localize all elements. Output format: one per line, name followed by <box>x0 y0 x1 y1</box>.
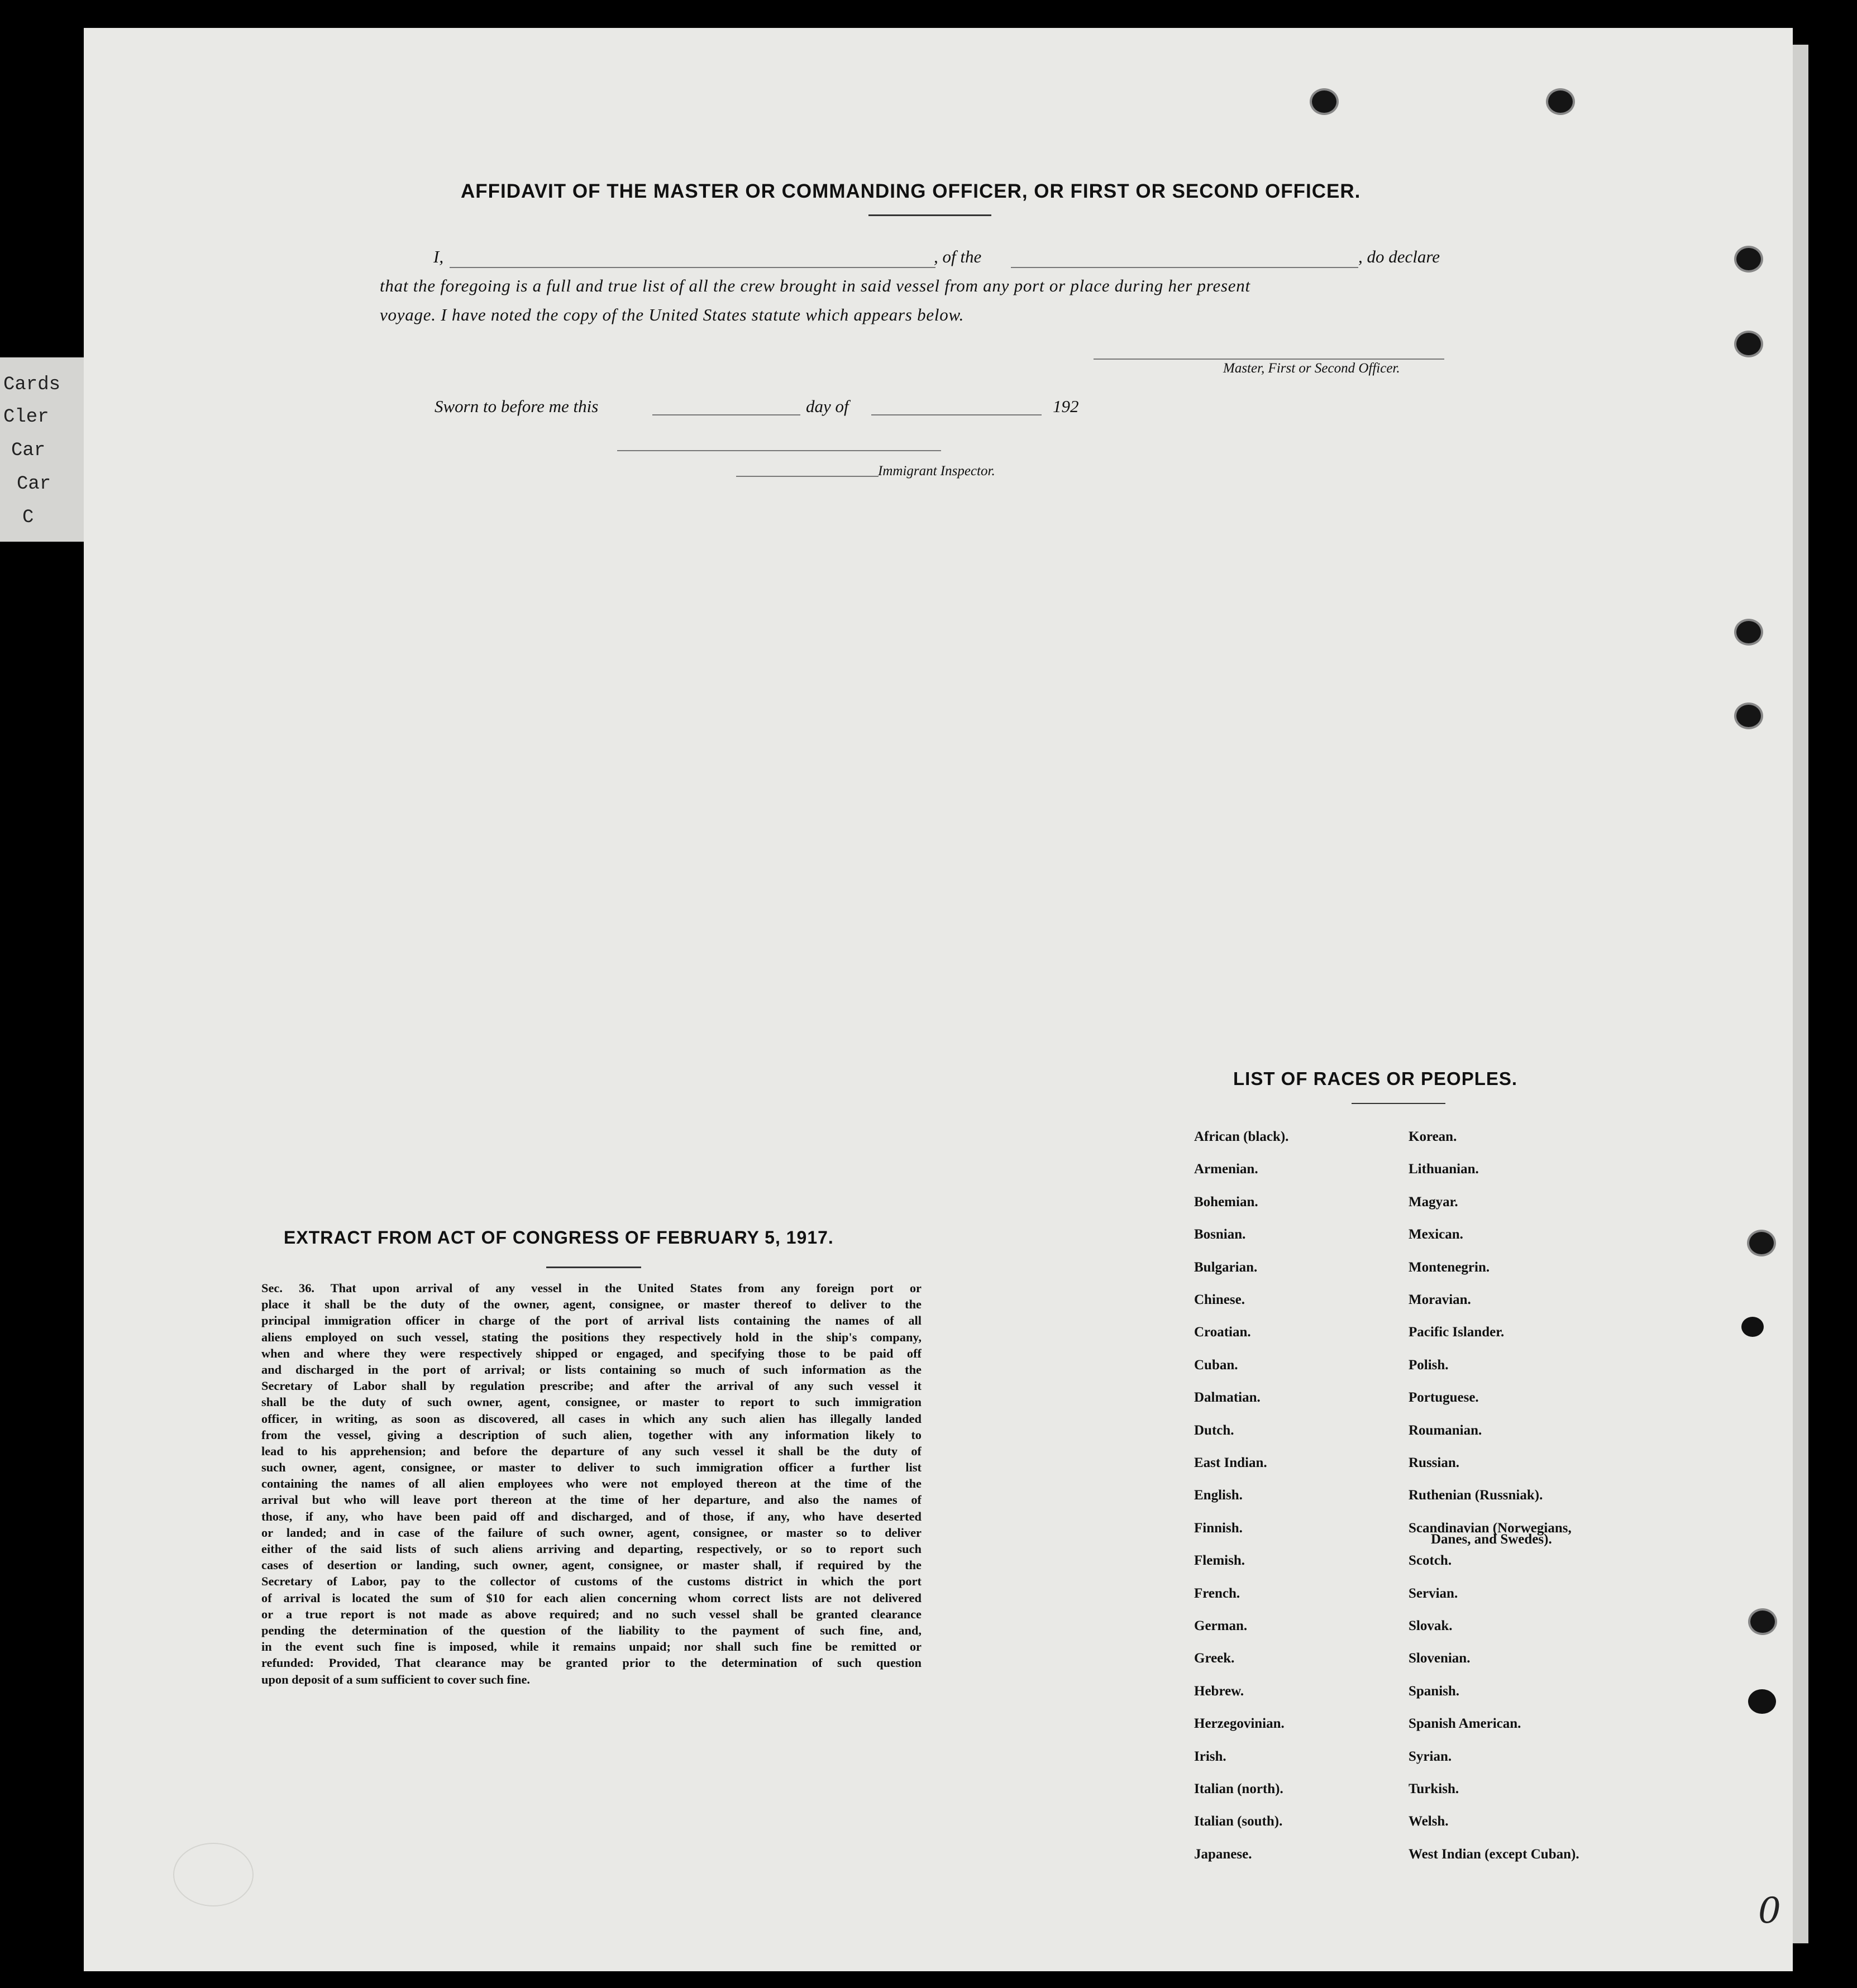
clip-tab-text: Car <box>11 440 46 461</box>
signature-blank-line <box>1094 359 1444 360</box>
inspector-blank-line <box>736 476 879 477</box>
race-item: Scotch. <box>1409 1553 1452 1569</box>
clipped-cards <box>0 357 84 542</box>
race-item: East Indian. <box>1194 1455 1267 1470</box>
clip-tab-text: C <box>22 507 34 528</box>
extract-line: place it shall be the duty of the owner, agent, consignee, or master thereof to deliver to the <box>261 1297 922 1312</box>
inspector-label: Immigrant Inspector. <box>878 463 995 479</box>
affidavit-declare: , do declare <box>1358 247 1440 266</box>
punch-hole <box>1546 88 1575 115</box>
extract-line: such owner, agent, consignee, or master to deliver to such immigration officer a further list <box>261 1460 922 1475</box>
extract-line: either of the said lists of such aliens arriving and departing, respectively, or so to report such <box>261 1542 922 1556</box>
year-prefix: 192 <box>1053 396 1079 416</box>
race-item: Croatian. <box>1194 1325 1251 1340</box>
race-item: African (black). <box>1194 1129 1289 1144</box>
extract-line: containing the names of all alien employees who were not employed thereon at the time of the <box>261 1476 922 1491</box>
race-item: Welsh. <box>1409 1814 1449 1829</box>
extract-line: shall be the duty of such owner, agent, consignee, or master to report to such immigration <box>261 1395 922 1409</box>
punch-hole <box>1734 619 1763 646</box>
race-item: Russian. <box>1409 1455 1460 1470</box>
affidavit-title: AFFIDAVIT OF THE MASTER OR COMMANDING OFFICER, OR FIRST OR SECOND OFFICER. <box>461 180 1361 202</box>
race-item: Roumanian. <box>1409 1422 1482 1438</box>
race-item: Slovak. <box>1409 1618 1453 1633</box>
race-item: Syrian. <box>1409 1748 1452 1764</box>
clip-tab-text: Cards <box>3 374 61 395</box>
race-item: Japanese. <box>1194 1846 1252 1862</box>
race-item: Greek. <box>1194 1651 1235 1666</box>
affidavit-of-the: , of the <box>934 247 982 266</box>
race-item: Bulgarian. <box>1194 1259 1258 1275</box>
extract-line: pending the determination of the question of the liability to the payment of such fine, and, <box>261 1623 922 1637</box>
punch-hole <box>1748 1689 1776 1714</box>
signature-label: Master, First or Second Officer. <box>1223 361 1400 376</box>
page-edge <box>1793 45 1808 1943</box>
extract-text <box>261 1280 922 1688</box>
extract-title-underline <box>546 1267 641 1268</box>
race-item: French. <box>1194 1585 1240 1601</box>
day-blank-line <box>652 414 800 415</box>
extract-title: EXTRACT FROM ACT OF CONGRESS OF FEBRUARY 5, 1917. <box>284 1227 834 1248</box>
races-title: LIST OF RACES OR PEOPLES. <box>1233 1068 1518 1089</box>
race-item: Finnish. <box>1194 1520 1243 1536</box>
extract-line: arrival but who will leave port thereon at the time of her departure, and also the names of <box>261 1493 922 1507</box>
race-item: Korean. <box>1409 1129 1457 1144</box>
race-item: Flemish. <box>1194 1553 1245 1569</box>
punch-hole <box>1741 1317 1764 1337</box>
race-item: Pacific Islander. <box>1409 1325 1505 1340</box>
extract-line: those, if any, who have been paid off and discharged, and of those, if any, who have deserted <box>261 1509 922 1523</box>
extract-line: aliens employed on such vessel, stating the positions they respectively hold in the ship's company, <box>261 1330 922 1344</box>
affidavit-i: I, <box>433 247 444 266</box>
race-item: Herzegovinian. <box>1194 1716 1285 1732</box>
day-of-text: day of <box>806 396 849 416</box>
extract-line: principal immigration officer in charge of the port of arrival lists containing the names of all <box>261 1313 922 1328</box>
race-item: Slovenian. <box>1409 1651 1471 1666</box>
extract-line: upon deposit of a sum sufficient to cover such fine. <box>261 1672 531 1686</box>
race-item: Cuban. <box>1194 1357 1238 1373</box>
extract-line: cases of desertion or landing, such owner, agent, consignee, or master shall, if required by the <box>261 1558 922 1573</box>
race-item: Italian (north). <box>1194 1781 1283 1796</box>
extract-line: Secretary of Labor shall by regulation prescribe; and after the arrival of any such vessel it <box>261 1379 922 1393</box>
extract-line: Secretary of Labor, pay to the collector of customs of the customs district in which the port <box>261 1574 922 1589</box>
clip-tab-text: Cler <box>3 407 49 428</box>
race-item: Moravian. <box>1409 1292 1471 1307</box>
sworn-text: Sworn to before me this <box>435 396 599 416</box>
extract-line: Sec. 36. That upon arrival of any vessel in the United States from any foreign port or <box>261 1281 922 1295</box>
race-item: Chinese. <box>1194 1292 1245 1307</box>
race-item: Spanish American. <box>1409 1716 1521 1732</box>
extract-line: in the event such fine is imposed, while it remains unpaid; nor shall such fine be remitted or <box>261 1640 922 1654</box>
races-title-underline <box>1352 1103 1445 1104</box>
inspector-signature-line <box>617 450 941 451</box>
month-blank-line <box>871 414 1042 415</box>
name-blank-line <box>450 267 935 268</box>
race-item: Bohemian. <box>1194 1194 1258 1210</box>
race-item: Polish. <box>1409 1357 1449 1373</box>
punch-hole <box>1734 246 1763 273</box>
race-item: Dalmatian. <box>1194 1390 1261 1406</box>
extract-line: of arrival is located the sum of $10 for each alien concerning whom correct lists are not delivered <box>261 1590 922 1605</box>
punch-hole <box>1734 703 1763 729</box>
affidavit-line-2: that the foregoing is a full and true list of all the crew brought in said vessel from any port or place during her present <box>380 276 1250 295</box>
handwritten-mark: 0 <box>1758 1890 1781 1932</box>
race-item: Ruthenian (Russniak). <box>1409 1488 1543 1503</box>
punch-hole <box>1310 88 1339 115</box>
race-item: Portuguese. <box>1409 1390 1479 1406</box>
stamp-impression <box>173 1843 254 1906</box>
race-item: Armenian. <box>1194 1162 1258 1177</box>
race-item: German. <box>1194 1618 1248 1633</box>
extract-line: or a true report is not made as above required; and no such vessel shall be granted clearance <box>261 1607 922 1621</box>
race-item: Servian. <box>1409 1585 1458 1601</box>
punch-hole <box>1748 1608 1777 1635</box>
race-item: English. <box>1194 1488 1243 1503</box>
race-item: Dutch. <box>1194 1422 1234 1438</box>
clip-tab-text: Car <box>17 474 51 495</box>
affidavit-line-3: voyage. I have noted the copy of the United States statute which appears below. <box>380 305 965 324</box>
extract-line: and discharged in the port of arrival; or lists containing so much of such information as the <box>261 1362 922 1377</box>
race-item-continuation: Danes, and Swedes). <box>1431 1532 1552 1547</box>
punch-hole <box>1747 1230 1776 1256</box>
extract-line: when and where they were respectively shipped or engaged, and specifying those to be paid off <box>261 1346 922 1360</box>
extract-line: refunded: Provided, That clearance may be granted prior to the determination of such question <box>261 1656 922 1670</box>
race-item: Hebrew. <box>1194 1683 1244 1699</box>
extract-line: from the vessel, giving a description of such alien, together with any information likely to <box>261 1427 922 1442</box>
race-item: West Indian (except Cuban). <box>1409 1846 1579 1862</box>
race-item: Irish. <box>1194 1748 1226 1764</box>
race-item: Scandinavian (Norwegians, <box>1409 1520 1572 1536</box>
extract-line: or landed; and in case of the failure of such owner, agent, consignee, or master so to deliver <box>261 1525 922 1540</box>
race-item: Turkish. <box>1409 1781 1459 1796</box>
vessel-blank-line <box>1011 267 1358 268</box>
race-item: Spanish. <box>1409 1683 1460 1699</box>
race-item: Mexican. <box>1409 1227 1463 1242</box>
race-item: Magyar. <box>1409 1194 1458 1210</box>
race-item: Lithuanian. <box>1409 1162 1479 1177</box>
race-item: Montenegrin. <box>1409 1259 1490 1275</box>
race-item: Italian (south). <box>1194 1814 1283 1829</box>
extract-line: lead to his apprehension; and before the departure of any such vessel it shall be the duty of <box>261 1444 922 1458</box>
punch-hole <box>1734 331 1763 357</box>
race-item: Bosnian. <box>1194 1227 1246 1242</box>
title-underline <box>868 214 991 216</box>
extract-line: officer, in writing, as soon as discovered, all cases in which any such alien has illegally landed <box>261 1411 922 1426</box>
